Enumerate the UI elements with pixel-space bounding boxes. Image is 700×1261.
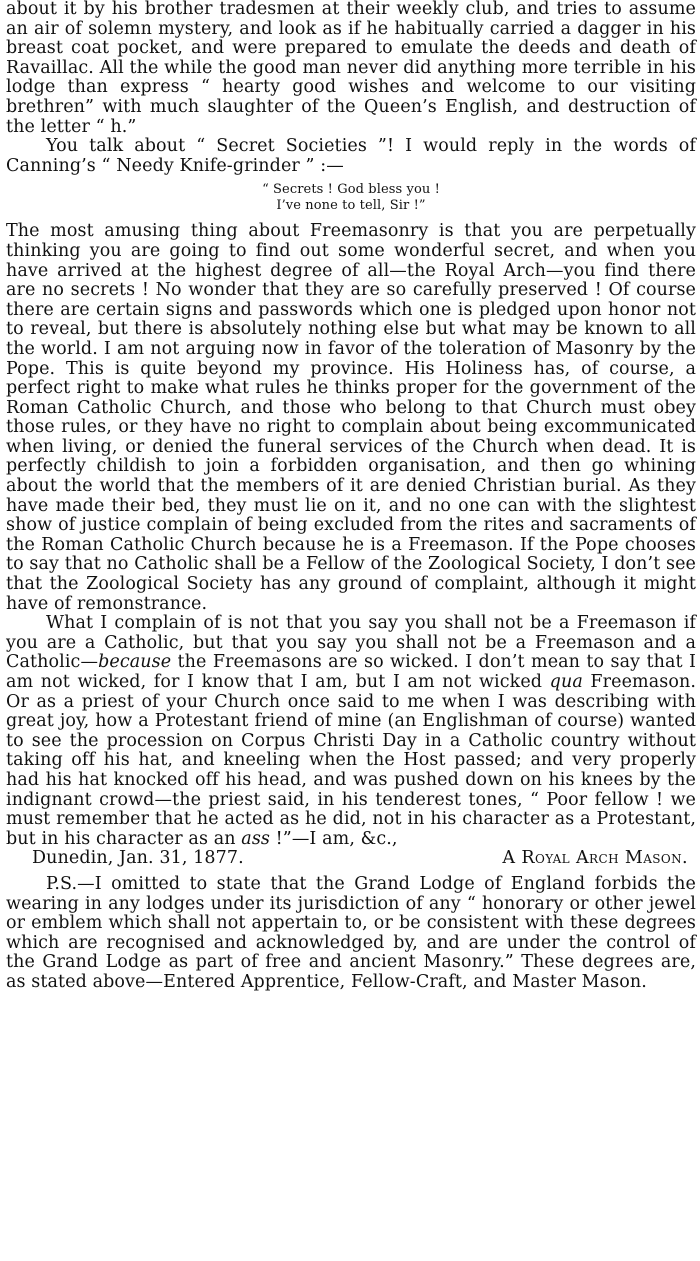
postscript: P.S.—I omitted to state that the Grand Lodge of England forbids the wearing in any lodges under its jurisdiction of any “ honorary or other jewel or emblem which shall not appertain to, or be consistent with these degrees which are recognised and acknowledged by, and are under the control of the Grand Lodge as part of free and ancient Masonry.” These degrees are, as stated above—Entered Apprentice, Fellow-Craft, and Master Mason. <box>6 873 696 992</box>
paragraph-freemasonry: The most amusing thing about Freemasonry is that you are perpetually thinking you are going to find out some wonderful secret, and when you have arrived at the highest degree of all—the Royal Arch—you find there are no secrets ! No wonder that they are so carefully preserved ! Of course there are certain signs and passwords which one is pledged upon honor not to reveal, but there is absolutely nothing else but what may be known to all the world. I am not arguing now in favor of the toleration of Masonry by the Pope. This is quite beyond my province. His Holiness has, of course, a perfect right to make what rules he thinks proper for the government of the Roman Catholic Church, and those who belong to that Church must obey those rules, or they have no right to complain about being excommunicated when living, or denied the funeral services of the Church when dead. It is perfectly childish to join a forbidden organisation, and then go whining about the world that the members of it are denied Christian burial. As they have made their bed, they must lie on it, and no one can with the slightest show of justice complain of being excluded from the rites and sacraments of the Roman Catholic Church because he is a Freemason. If the Pope chooses to say that no Catholic shall be a Fellow of the Zoological Society, I don’t see that the Zoological Society has any ground of complaint, although it might have of remonstrance. <box>6 221 696 614</box>
italic-qua: qua <box>549 672 583 692</box>
signature: A Royal Arch Mason. <box>502 848 688 869</box>
dateline: Dunedin, Jan. 31, 1877. <box>32 848 244 869</box>
complaint-text-g: !”—I am, &c., <box>269 828 398 849</box>
signature-line <box>6 849 696 869</box>
complaint-text-c: the Freemasons are so wicked. I don’t mean to say that I am not wicked, for I know that I am, but I am not wicked <box>6 652 696 692</box>
quote-line-2: I’ve none to tell, Sir !” <box>276 198 426 214</box>
paragraph-opening: about it by his brother tradesmen at their weekly club, and tries to assume an air of solemn mystery, and look as if he habitually carried a dagger in his breast coat pocket, and were prepared to emulate the deeds and death of Ravaillac. All the while the good man never did anything more terrible in his lodge than express “ hearty good wishes and welcome to our visiting brethren” with much slaughter of the Queen’s English, and destruction of the letter “ h.” <box>6 0 696 137</box>
paragraph-secret-societies: You talk about “ Secret Societies ”! I would reply in the words of Canning’s “ Needy Knife-grinder ” :— <box>6 136 696 176</box>
italic-ass: ass <box>241 828 270 849</box>
complaint-text-a: What I complain of is not that you say you shall not be a Freemason if you are a Catholic, but that you say you shall not be a Freemason and a Catholic— <box>6 613 696 673</box>
newspaper-column <box>6 0 696 993</box>
italic-because: because <box>98 652 172 673</box>
complaint-text-e: Freemason. Or as a priest of your Church once said to me when I was describing with great joy, how a Protestant friend of mine (an Englishman of course) wanted to see the procession on Corpus Christi Day in a Catholic country without taking off his hat, and kneeling when the Host passed; and very properly had his hat knocked off his head, and was pushed down on his knees by the indignant crowd—the priest said, in his tenderest tones, “ Poor fellow ! we must remember that he acted as he did, not in his character as a Protestant, but in his character as an <box>6 672 696 849</box>
poem-quote <box>6 182 696 214</box>
quote-line-1: “ Secrets ! God bless you ! <box>262 182 440 198</box>
paragraph-complaint <box>6 614 696 849</box>
